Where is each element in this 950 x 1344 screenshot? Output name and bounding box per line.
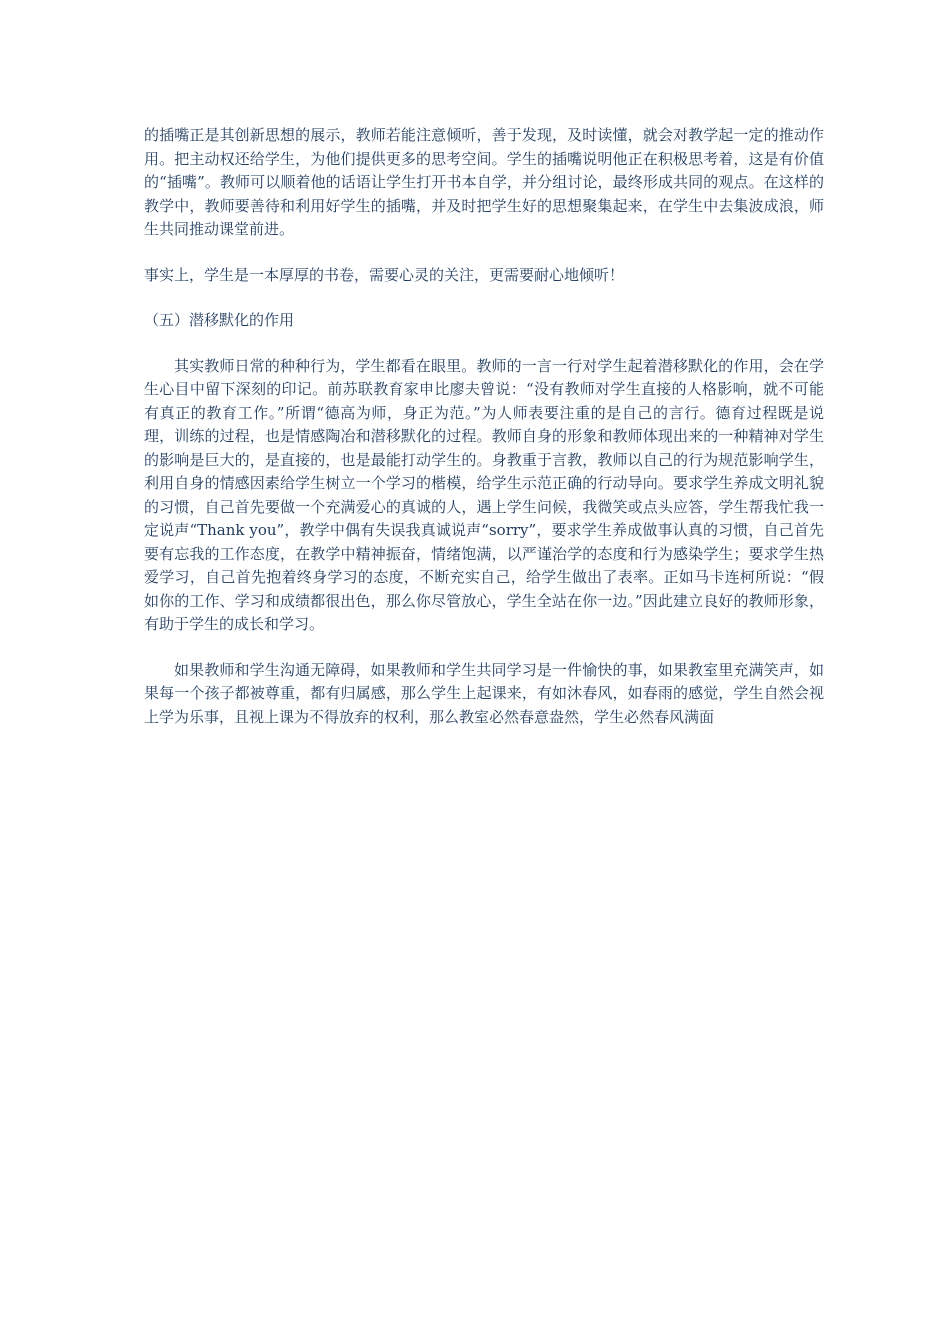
paragraph-interruption: 的插嘴正是其创新思想的展示，教师若能注意倾听，善于发现，及时读懂，就会对教学起一定的推动作用。把主动权还给学生，为他们提供更多的思考空间。学生的插嘴说明他正在积极思考着，这是有价值的“插嘴”。教师可以顺着他的话语让学生打开书本自学，并分组讨论，最终形成共同的观点。在这样的教学中，教师要善待和利用好学生的插嘴，并及时把学生好的思想聚集起来，在学生中去集波成浪，师生共同推动课堂前进。: [144, 126, 824, 238]
document-body: [144, 124, 824, 729]
section-heading: （五）潜移默化的作用: [144, 311, 295, 329]
paragraph-role-model: 其实教师日常的种种行为，学生都看在眼里。教师的一言一行对学生起着潜移默化的作用，会在学生心目中留下深刻的印记。前苏联教育家申比廖夫曾说：“没有教师对学生直接的人格影响，就不可能有真正的教育工作。”所谓“德高为师，身正为范。”为人师表要注重的是自己的言行。德育过程既是说理，训练的过程，也是情感陶冶和潜移默化的过程。教师自身的形象和教师体现出来的一种精神对学生的影响是巨大的，是直接的，也是最能打动学生的。身教重于言教，教师以自己的行为规范影响学生，利用自身的情感因素给学生树立一个学习的楷模，给学生示范正确的行动导向。要求学生养成文明礼貌的习惯，自己首先要做一个充满爱心的真诚的人，遇上学生问候，我微笑或点头应答，学生帮我忙我一定说声“Thank you”，教学中偶有失误我真诚说声“sorry”，要求学生养成做事认真的习惯，自己首先要有忘我的工作态度，在教学中精神振奋，情绪饱满，以严谨治学的态度和行为感染学生；要求学生热爱学习，自己首先抱着终身学习的态度，不断充实自己，给学生做出了表率。正如马卡连柯所说：“假如你的工作、学习和成绩都很出色，那么你尽管放心，学生全站在你一边。”因此建立良好的教师形象，有助于学生的成长和学习。: [144, 356, 824, 633]
paragraph-communication: 如果教师和学生沟通无障碍，如果教师和学生共同学习是一件愉快的事，如果教室里充满笑声，如果每一个孩子都被尊重，都有归属感，那么学生上起课来，有如沐春风，如春雨的感觉，学生自然会视上学为乐事，且视上课为不得放弃的权利，那么教室必然春意盎然，学生必然春风满面: [144, 660, 824, 726]
paragraph-listening: 事实上，学生是一本厚厚的书卷，需要心灵的关注，更需要耐心地倾听！: [144, 265, 625, 284]
